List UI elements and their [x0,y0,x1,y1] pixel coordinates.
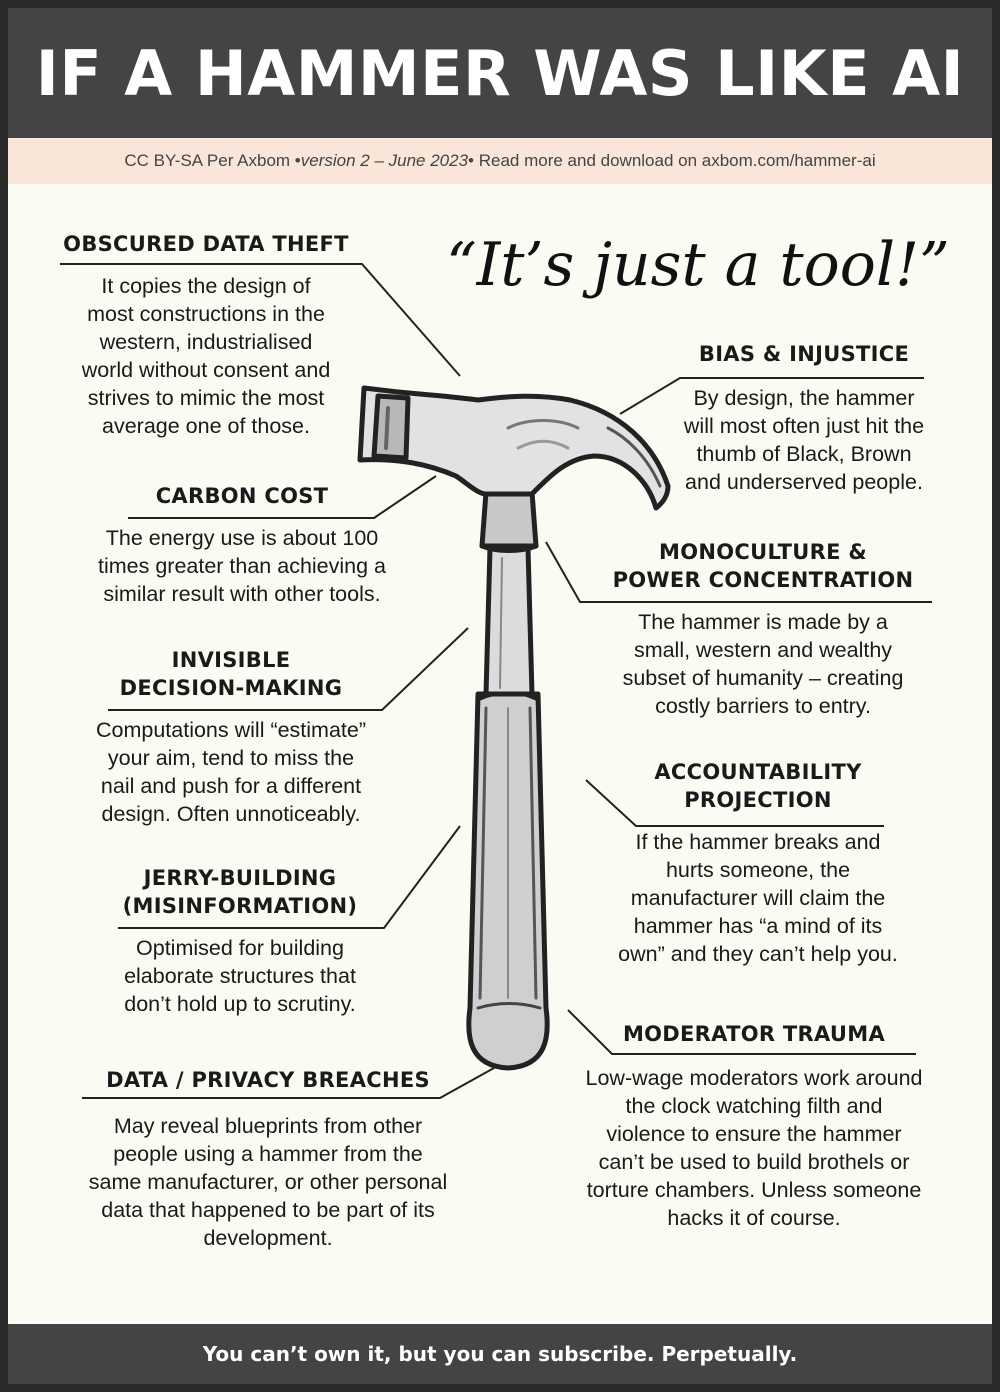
section-moderator-trauma [558,1020,950,1232]
section-heading: MODERATOR TRAUMA [622,1022,886,1046]
section-heading: INVISIBLE DECISION-MAKING [119,648,343,700]
section-monoculture [592,538,934,720]
section-jerry-building [90,864,390,1018]
credit-link[interactable]: • Read more and download on axbom.com/hammer-ai [468,151,876,170]
section-body: It copies the design of most constructions in the western, industrialised world without consent and strives to mimic the most average one of those. [81,274,331,438]
footer-tagline: You can’t own it, but you can subscribe. Perpetually. [202,1342,798,1366]
credit-license: CC BY-SA Per Axbom • [124,151,301,170]
section-invisible-decision-making [56,646,406,828]
poster-canvas [8,8,992,1384]
credit-version: version 2 – June 2023 [300,151,469,170]
section-body: By design, the hammer will most often just hit the thumb of Black, Brown and underserved people. [683,386,925,494]
section-heading: CARBON COST [155,484,329,508]
page-title: IF A HAMMER WAS LIKE AI [35,36,965,110]
section-carbon-cost [62,482,422,608]
section-heading: ACCOUNTABILITY PROJECTION [654,760,862,812]
section-heading: OBSCURED DATA THEFT [63,232,349,256]
section-heading: DATA / PRIVACY BREACHES [106,1068,430,1092]
section-body: Optimised for building elaborate structures that don’t hold up to scrutiny. [124,936,356,1016]
section-body: Computations will “estimate” your aim, tend to miss the nail and push for a different design. Often unnoticeably. [95,718,367,826]
quote: “It’s just a tool!” [446,230,950,300]
section-bias-injustice [656,340,952,496]
section-heading: BIAS & INJUSTICE [698,342,910,366]
section-body: If the hammer breaks and hurts someone, the manufacturer will claim the hammer has “a mind of its own” and they can’t help you. [618,830,898,966]
footer-bar [8,1324,992,1384]
section-heading: MONOCULTURE & POWER CONCENTRATION [612,540,914,592]
section-accountability-projection [600,758,916,968]
section-body: May reveal blueprints from other people using a hammer from the same manufacturer, or other personal data that happened to be part of its development. [88,1114,448,1250]
section-data-privacy-breaches [50,1066,486,1252]
section-heading: JERRY-BUILDING (MISINFORMATION) [122,866,358,918]
section-body: The energy use is about 100 times greater than achieving a similar result with other tools. [97,526,387,606]
section-obscured-data-theft [50,230,362,440]
section-body: Low-wage moderators work around the clock watching filth and violence to ensure the hammer can’t be used to build brothels or torture chambers. Unless someone hacks it of course. [585,1066,923,1230]
section-body: The hammer is made by a small, western and wealthy subset of humanity – creating costly barriers to entry. [622,610,904,718]
